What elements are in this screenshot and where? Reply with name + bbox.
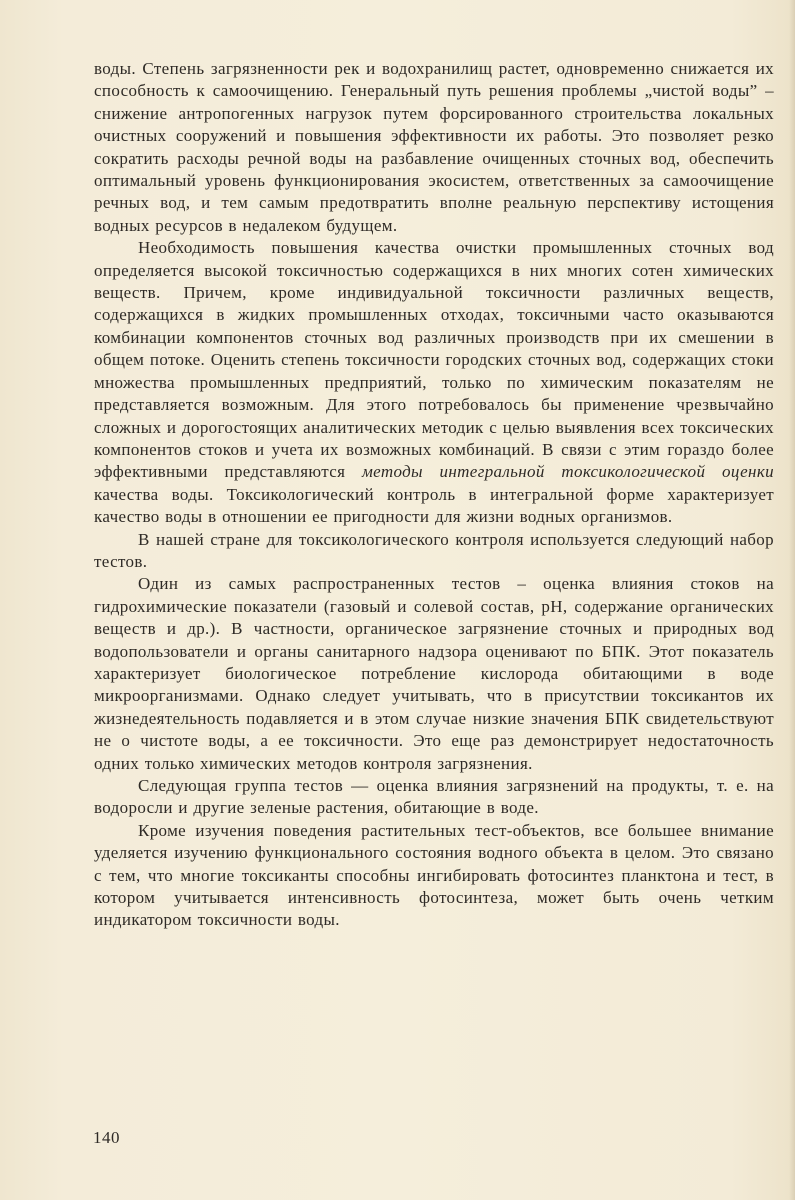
page-edge-shadow — [789, 0, 795, 1200]
paragraph-1: воды. Степень загрязненности рек и водохранилищ растет, одновременно снижается их способность к самоочищению. Генеральный путь решения проблемы „чистой воды” – снижение антропогенных нагрузок путем форсированного строительства локальных очистных сооружений и повышения эффективности их работы. Это позволяет резко сократить расходы речной воды на разбавление очищенных сточных вод, обеспечить оптимальный уровень функционирования экосистем, ответственных за самоочищение речных вод, и тем самым предотвратить вполне реальную перспективу истощения водных ресурсов в недалеком будущем. — [94, 59, 774, 235]
paragraph-4: Один из самых распространенных тестов – оценка влияния стоков на гидрохимические показатели (газовый и солевой состав, pH, содержание органических веществ и др.). В частности, органическое загрязнение сточных и природных вод водопользователи и органы санитарного надзора оценивают по БПК. Этот показатель характеризует биологическое потребление кислорода обитающими в воде микроорганизмами. Однако следует учитывать, что в присутствии токсикантов их жизнедеятельность подавляется и в этом случае низкие значения БПК свидетельствуют не о чистоте воды, а ее токсичности. Это еще раз демонстрирует недостаточность одних только химических методов контроля загрязнения. — [94, 574, 774, 773]
paragraph-2-end: качества воды. Токсикологический контроль в интегральной форме характеризует качество воды в отношении ее пригодности для жизни водных организмов. — [94, 484, 774, 527]
paragraph-2-start: Необходимость повышения качества очистки промышленных сточных вод определяется высокой токсичностью содержащихся в них многих сотен химических веществ. Причем, кроме индивидуальной токсичности различных веществ, содержащихся в жидких промышленных отходах, токсичными часто оказываются комбинации компонентов сточных вод различных производств при их смешении в общем потоке. Оценить степень токсичности городских сточных вод, содержащих стоки множества промышленных предприятий, только по химическим показателям не представляется возможным. Для этого потребовалось бы применение чрезвычайно сложных и дорогостоящих аналитических методик с целью выявления всех токсических компонентов стоков и учета их возможных комбинаций. В связи с этим гораздо более эффективными представляются — [94, 238, 775, 482]
body-text — [94, 58, 774, 932]
paragraph-6: Кроме изучения поведения растительных тест-объектов, все большее внимание уделяется изучению функционального состояния водного объекта в целом. Это связано с тем, что многие токсиканты способны ингибировать фотосинтез планктона и тест, в котором учитывается интенсивность фотосинтеза, может быть очень четким индикатором токсичности воды. — [94, 820, 774, 930]
paragraph-3: В нашей стране для токсикологического контроля используется следующий набор тестов. — [94, 529, 774, 571]
paragraph-5: Следующая группа тестов — оценка влияния загрязнений на продукты, т. е. на водоросли и другие зеленые растения, обитающие в воде. — [94, 776, 774, 818]
paragraph-2 — [94, 237, 774, 528]
paragraph-2-emphasis: методы интегральной токсикологической оценки — [361, 462, 774, 482]
page-number: 140 — [93, 1128, 120, 1147]
